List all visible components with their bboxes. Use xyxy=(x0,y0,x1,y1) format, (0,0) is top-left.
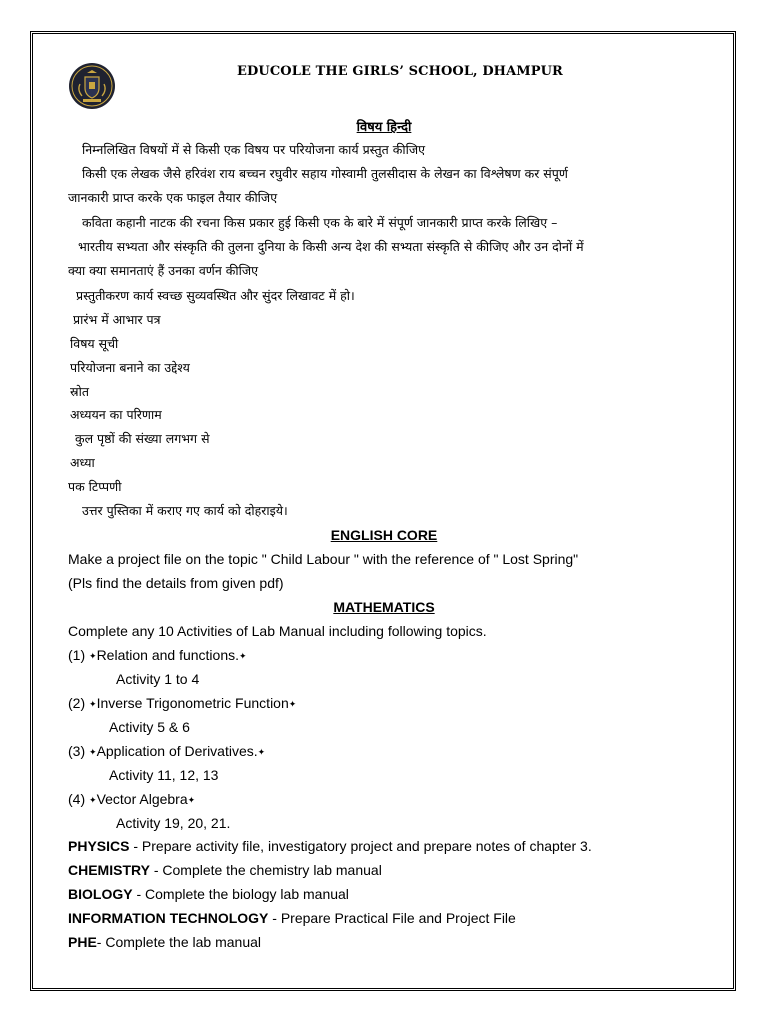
maths-intro: Complete any 10 Activities of Lab Manual including following topics. xyxy=(68,623,487,639)
hindi-line: कविता कहानी नाटक की रचना किस प्रकार हुई किसी एक के बारे में संपूर्ण जानकारी प्राप्त करके लिखिए – xyxy=(82,215,558,230)
topic-title: Inverse Trigonometric Function xyxy=(96,695,289,711)
hindi-line: विषय सूची xyxy=(70,336,119,351)
hindi-line: उत्तर पुस्तिका में कराए गए कार्य को दोहराइये। xyxy=(82,503,288,518)
hindi-line: प्रस्तुतीकरण कार्य स्वच्छ सुव्यवस्थित और सुंदर लिखावट में हो। xyxy=(76,288,355,303)
hindi-line: पक टिप्पणी xyxy=(68,479,122,494)
star-bullet-icon: ✦ xyxy=(187,795,196,805)
hindi-line: अध्ययन का परिणाम xyxy=(70,407,162,422)
english-line: (Pls find the details from given pdf) xyxy=(68,575,284,591)
hindi-line: क्या क्या समानताएं हैं उनका वर्णन कीजिए xyxy=(68,263,259,278)
subject-name: PHYSICS xyxy=(68,838,130,854)
subject-name: PHE xyxy=(68,934,97,950)
english-heading: ENGLISH CORE xyxy=(330,527,438,543)
maths-topic xyxy=(68,696,296,710)
topic-number: (4) xyxy=(68,791,86,807)
subject-name: CHEMISTRY xyxy=(68,862,150,878)
star-bullet-icon: ✦ xyxy=(89,795,97,805)
hindi-line: अध्या xyxy=(70,455,95,470)
maths-topic xyxy=(68,744,265,758)
hindi-line: निम्नलिखित विषयों में से किसी एक विषय पर परियोजना कार्य प्रस्तुत कीजिए xyxy=(82,142,426,157)
star-bullet-icon: ✦ xyxy=(89,699,97,709)
hindi-line: प्रारंभ में आभार पत्र xyxy=(73,312,161,327)
maths-activity: Activity 11, 12, 13 xyxy=(109,767,219,783)
hindi-line: परियोजना बनाने का उद्देश्य xyxy=(70,360,190,375)
topic-title: Vector Algebra xyxy=(96,791,188,807)
subject-line xyxy=(68,839,592,853)
maths-heading: MATHEMATICS xyxy=(333,599,435,615)
subject-task: - Complete the lab manual xyxy=(96,934,261,950)
hindi-heading: विषय हिन्दी xyxy=(356,120,412,135)
subject-task: - Complete the biology lab manual xyxy=(132,886,349,902)
maths-activity: Activity 1 to 4 xyxy=(116,671,200,687)
maths-activity: Activity 19, 20, 21. xyxy=(116,815,231,831)
hindi-line: किसी एक लेखक जैसे हरिवंश राय बच्चन रघुवीर सहाय गोस्वामी तुलसीदास के लेखन का विश्लेषण कर संपूर्ण xyxy=(82,166,568,181)
hindi-line: कुल पृष्ठों की संख्या लगभग से xyxy=(75,431,210,446)
topic-title: Application of Derivatives. xyxy=(96,743,258,759)
topic-number: (3) xyxy=(68,743,86,759)
topic-title: Relation and functions. xyxy=(96,647,239,663)
subject-name: INFORMATION TECHNOLOGY xyxy=(68,910,269,926)
topic-number: (1) xyxy=(68,647,86,663)
star-bullet-icon: ✦ xyxy=(89,747,97,757)
maths-activity: Activity 5 & 6 xyxy=(109,719,190,735)
subject-line xyxy=(68,863,382,877)
star-bullet-icon: ✦ xyxy=(288,699,297,709)
subject-line xyxy=(68,911,516,925)
hindi-line: भारतीय सभ्यता और संस्कृति की तुलना दुनिया के किसी अन्य देश की सभ्यता संस्कृति से कीजिए और उन दोनों में xyxy=(78,239,584,254)
subject-name: BIOLOGY xyxy=(68,886,133,902)
school-name: EDUCOLE THE GIRLS’ SCHOOL, DHAMPUR xyxy=(237,64,563,79)
subject-line xyxy=(68,935,261,949)
hindi-line: जानकारी प्राप्त करके एक फाइल तैयार कीजिए xyxy=(68,190,278,205)
star-bullet-icon: ✦ xyxy=(239,651,247,661)
subject-line xyxy=(68,887,349,901)
subject-task: - Complete the chemistry lab manual xyxy=(149,862,382,878)
topic-number: (2) xyxy=(68,695,86,711)
school-crest-icon xyxy=(68,62,116,110)
subject-task: - Prepare activity file, investigatory project and prepare notes of chapter 3. xyxy=(129,838,592,854)
english-line: Make a project file on the topic " Child Labour " with the reference of " Lost Spring" xyxy=(68,551,579,567)
star-bullet-icon: ✦ xyxy=(89,651,97,661)
subject-task: - Prepare Practical File and Project File xyxy=(268,910,516,926)
maths-topic xyxy=(68,792,195,806)
hindi-line: स्रोत xyxy=(70,384,89,399)
star-bullet-icon: ✦ xyxy=(257,747,266,757)
maths-topic xyxy=(68,648,247,662)
